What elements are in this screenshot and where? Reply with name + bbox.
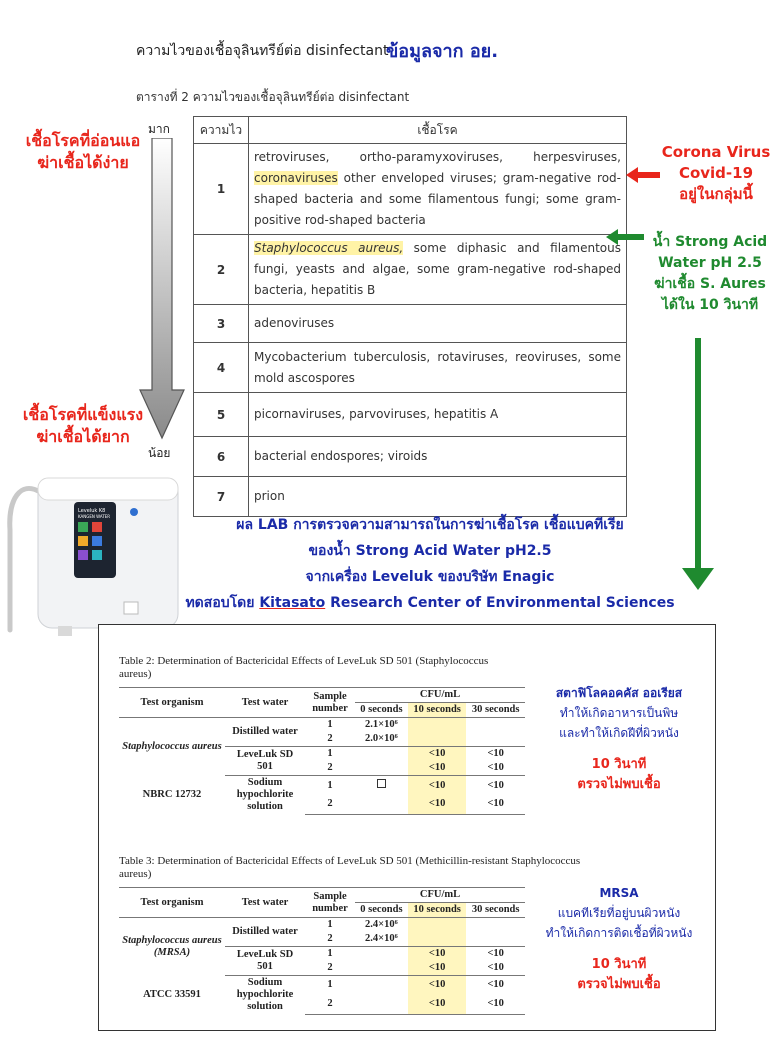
value-cell: 2.4×10⁶ (355, 918, 408, 933)
th-t10: 10 seconds (408, 703, 467, 718)
weak-line: เชื้อโรคที่อ่อนแอ (25, 131, 141, 150)
sample-cell: 1 (305, 747, 355, 762)
green-arrow-left-icon (606, 228, 646, 246)
water-cell: LeveLuk SD 501 (225, 747, 305, 776)
col-pathogen-header: เชื้อโรค (249, 117, 627, 144)
table-row (194, 144, 627, 235)
th-water: Test water (225, 888, 305, 918)
value-cell (466, 718, 525, 733)
strong-line: เชื้อโรคที่แข็งแรง (22, 405, 144, 424)
level-cell: 4 (194, 343, 249, 393)
value-cell (466, 918, 525, 933)
covid-line: อยู่ในกลุ่มนี้ (679, 185, 753, 203)
note-line: สตาฟิโลคอคคัส ออเรียส (555, 686, 683, 700)
level-cell: 7 (194, 477, 249, 517)
th-cfu: CFU/mL (355, 888, 525, 903)
device-brand: Leveluk K8 (78, 508, 106, 514)
pathogen-text: some diphasic and filamentous fungi, yeasts and algae, some gram-negative rod-shaped bacteria, hepatitis B (254, 241, 621, 297)
table-header-row (194, 117, 627, 144)
table-row (194, 343, 627, 393)
value-cell: <10 (487, 762, 504, 773)
note-line: ทำให้เกิดการติดเชื้อที่ผิวหนัง (545, 926, 693, 940)
value-cell: <10 (466, 976, 525, 995)
value-cell (355, 961, 408, 976)
table-row (194, 437, 627, 477)
lab-tested-by: ทดสอบโดย (185, 595, 260, 611)
page-title: ความไวของเชื้อจุลินทรีย์ต่อ disinfectant (136, 43, 389, 59)
value-cell (355, 995, 408, 1014)
table2 (119, 687, 525, 815)
level-cell: 3 (194, 305, 249, 343)
th-t10: 10 seconds (408, 903, 467, 918)
lab-line: จากเครื่อง Leveluk ของบริษัท Enagic (305, 569, 555, 585)
strain-cell: ATCC 33591 (143, 988, 201, 1000)
value-cell (355, 947, 408, 962)
value-cell: 2.1×10⁶ (355, 718, 408, 733)
level-cell: 6 (194, 437, 249, 477)
lab-line: ผล LAB การตรวจความสามารถในการฆ่าเชื้อโรค เชื้อแบคทีเรีย (236, 517, 624, 533)
value-cell (408, 932, 467, 947)
value-cell (355, 761, 408, 776)
value-cell: <10 (466, 947, 525, 962)
sample-cell: 2 (327, 933, 333, 944)
water-cell: Distilled water (225, 918, 305, 947)
table-caption: ตารางที่ 2 ความไวของเชื้อจุลินทรีย์ต่อ disinfectant (136, 90, 410, 104)
value-cell: <10 (466, 776, 525, 796)
value-cell (408, 918, 467, 933)
weak-line: ฆ่าเชื้อได้ง่าย (37, 153, 129, 172)
highlight-staph: Staphylococcus aureus, (254, 241, 404, 255)
checkbox-square-icon (377, 779, 386, 788)
table-row (194, 235, 627, 305)
value-cell (466, 732, 525, 747)
value-cell: 2.4×10⁶ (365, 933, 398, 944)
acid-line: ได้ใน 10 วินาที (661, 297, 759, 313)
level-cell: 1 (194, 144, 249, 235)
note-red-line: 10 วินาที (591, 957, 647, 972)
value-cell: <10 (408, 747, 467, 762)
col-level-header: ความไว (194, 117, 249, 144)
note-line: MRSA (599, 886, 639, 900)
value-cell (408, 718, 467, 733)
table2-caption: Table 2: Determination of Bactericidal Effects of LeveLuk SD 501 (Staphylococcus aureus) (119, 655, 489, 680)
table-row (194, 305, 627, 343)
value-cell: <10 (466, 995, 525, 1014)
level-cell: 2 (194, 235, 249, 305)
sample-cell: 2 (305, 995, 355, 1014)
strong-line: ฆ่าเชื้อได้ยาก (36, 427, 130, 446)
susceptibility-table (193, 116, 627, 517)
scale-high-label: มาก (148, 122, 170, 136)
water-cell: Distilled water (225, 718, 305, 747)
covid-annotation (654, 142, 778, 205)
th-t30: 30 seconds (466, 903, 525, 918)
weak-pathogen-label (8, 130, 158, 174)
th-water: Test water (225, 688, 305, 718)
scale-low-label: น้อย (148, 446, 171, 460)
red-arrow-left-icon (626, 166, 662, 184)
susceptibility-arrow (138, 138, 186, 440)
sample-cell: 1 (305, 776, 355, 796)
th-t0: 0 seconds (355, 703, 408, 718)
value-cell (355, 776, 408, 796)
th-t30: 30 seconds (466, 703, 525, 718)
level-cell: 5 (194, 393, 249, 437)
table3-caption: Table 3: Determination of Bactericidal Effects of LeveLuk SD 501 (Methicillin-resistant Staphylococcus aureus) (119, 855, 581, 880)
value-cell: 2.0×10⁶ (365, 733, 398, 744)
value-cell: <10 (408, 776, 467, 796)
device-screen-title: KANGEN WATER (78, 514, 111, 519)
pathogen-text: retroviruses, ortho-paramyxoviruses, herpesviruses, (254, 150, 621, 164)
lab-line (160, 590, 700, 616)
water-cell: Sodium hypochlorite solution (225, 776, 305, 815)
covid-line: Covid-19 (678, 164, 754, 182)
note-staph (529, 683, 709, 795)
sample-cell: 1 (305, 718, 355, 733)
sample-cell: 2 (327, 733, 333, 744)
organism-cell: Staphylococcus aureus (MRSA) (119, 918, 225, 976)
th-sample: Sample number (305, 688, 355, 718)
pathogen-cell: prion (249, 477, 627, 517)
sample-cell: 2 (327, 962, 333, 973)
table-row (194, 477, 627, 517)
value-cell: <10 (408, 795, 467, 814)
th-sample: Sample number (305, 888, 355, 918)
note-red-line: ตรวจไม่พบเชื้อ (577, 977, 661, 992)
pathogen-cell: bacterial endospores; viroids (249, 437, 627, 477)
value-cell (355, 976, 408, 995)
highlight-coronaviruses: coronaviruses (254, 171, 338, 185)
value-cell: <10 (466, 795, 525, 814)
table3 (119, 887, 525, 1015)
th-organism: Test organism (119, 688, 225, 718)
value-cell (466, 932, 525, 947)
lab-report-paper (98, 624, 716, 1031)
value-cell: <10 (466, 747, 525, 762)
pathogen-cell (249, 144, 627, 235)
value-cell: <10 (408, 947, 467, 962)
note-line: ทำให้เกิดอาหารเป็นพิษ (559, 706, 679, 720)
lab-center: Research Center of Environmental Sciences (325, 595, 675, 611)
value-cell (355, 747, 408, 762)
pathogen-cell: adenoviruses (249, 305, 627, 343)
strain-cell: NBRC 12732 (142, 788, 202, 800)
pathogen-cell (249, 235, 627, 305)
source-label: ข้อมูลจาก อย. (386, 41, 499, 62)
note-line: และทำให้เกิดฝีที่ผิวหนัง (559, 726, 679, 740)
lab-result-heading (160, 512, 700, 616)
note-red-line: 10 วินาที (591, 757, 647, 772)
pathogen-cell: picornaviruses, parvoviruses, hepatitis A (249, 393, 627, 437)
th-t0: 0 seconds (355, 903, 408, 918)
value-cell (408, 732, 467, 747)
pathogen-cell: Mycobacterium tuberculosis, rotaviruses, reoviruses, some mold ascospores (249, 343, 627, 393)
pathogen-text: other enveloped viruses; gram-negative rod-shaped bacteria and some filamentous fungi; some gram-positive rod-shaped bacteria (254, 171, 621, 227)
strong-pathogen-label (8, 404, 158, 448)
sample-cell: 2 (327, 762, 333, 773)
table-row (194, 393, 627, 437)
note-mrsa (529, 883, 709, 995)
th-organism: Test organism (119, 888, 225, 918)
acid-line: Water pH 2.5 (658, 255, 762, 271)
organism-cell: Staphylococcus aureus (119, 718, 225, 776)
th-cfu: CFU/mL (355, 688, 525, 703)
sample-cell: 2 (305, 795, 355, 814)
sample-cell: 1 (305, 976, 355, 995)
sample-cell: 1 (305, 947, 355, 962)
covid-line: Corona Virus (661, 143, 771, 161)
sample-cell: 1 (305, 918, 355, 933)
value-cell: <10 (487, 962, 504, 973)
value-cell: <10 (408, 761, 467, 776)
acid-line: น้ำ Strong Acid (652, 234, 768, 250)
value-cell (355, 795, 408, 814)
value-cell: <10 (408, 961, 467, 976)
water-cell: Sodium hypochlorite solution (225, 976, 305, 1015)
note-line: แบคทีเรียที่อยู่บนผิวหนัง (557, 906, 681, 920)
value-cell: <10 (408, 976, 467, 995)
acid-line: ฆ่าเชื้อ S. Aures (654, 276, 766, 292)
note-red-line: ตรวจไม่พบเชื้อ (577, 777, 661, 792)
acid-water-annotation (640, 232, 780, 316)
lab-kitasato: Kitasato (259, 595, 326, 611)
water-cell: LeveLuk SD 501 (225, 947, 305, 976)
value-cell: <10 (408, 995, 467, 1014)
lab-line: ของน้ำ Strong Acid Water pH2.5 (308, 543, 552, 559)
